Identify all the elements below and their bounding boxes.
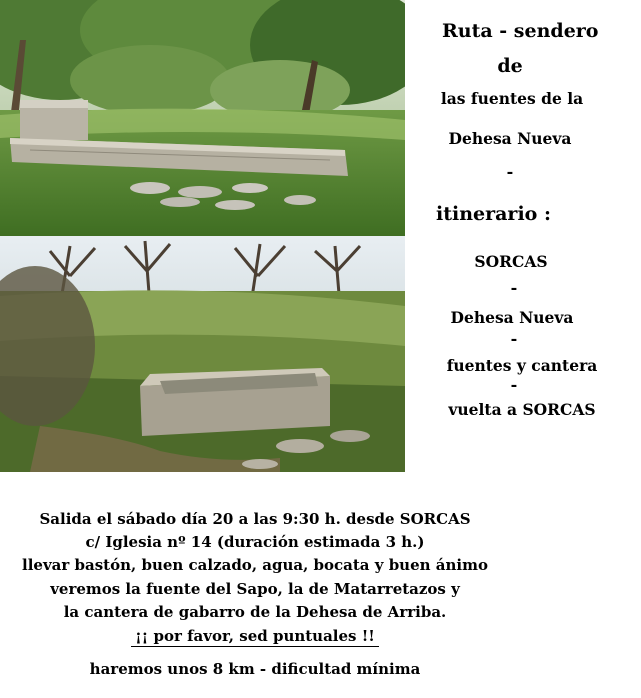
separator-2: - [510, 278, 518, 297]
sights-line-2: la cantera de gabarro de la Dehesa de Arriba. [63, 603, 447, 621]
sights-line-1: veremos la fuente del Sapo, la de Matarretazos y [50, 580, 460, 598]
separator-1: - [506, 162, 514, 181]
punctual-notice: ¡¡ por favor, sed puntuales !! [131, 627, 379, 647]
photo-fountain-woodland [0, 236, 405, 472]
separator-4: - [510, 375, 518, 394]
itinerary-heading: itinerario : [436, 203, 551, 225]
departure-info: Salida el sábado día 20 a las 9:30 h. desde SORCAS [39, 510, 471, 528]
separator-3: - [510, 329, 518, 348]
punctual-notice-row [0, 627, 510, 647]
title-line-2: de [497, 55, 523, 77]
distance-info: haremos unos 8 km - dificultad mínima [89, 660, 421, 678]
title-line-1: Ruta - sendero [442, 20, 599, 42]
photo-fountain-meadow [0, 0, 405, 236]
bring-info: llevar bastón, buen calzado, agua, bocata y buen ánimo [22, 556, 488, 574]
title-line-3: las fuentes de la [440, 89, 584, 108]
itinerary-stop-1: SORCAS [474, 252, 548, 271]
title-line-4: Dehesa Nueva [448, 129, 572, 148]
itinerary-stop-4: vuelta a SORCAS [448, 400, 596, 419]
photo-fountain-woodland-image [0, 236, 405, 472]
itinerary-stop-2: Dehesa Nueva [450, 308, 574, 327]
itinerary-stop-3: fuentes y cantera [446, 356, 598, 375]
address-info: c/ Iglesia nº 14 (duración estimada 3 h.) [85, 533, 425, 551]
photo-fountain-meadow-image [0, 0, 405, 236]
